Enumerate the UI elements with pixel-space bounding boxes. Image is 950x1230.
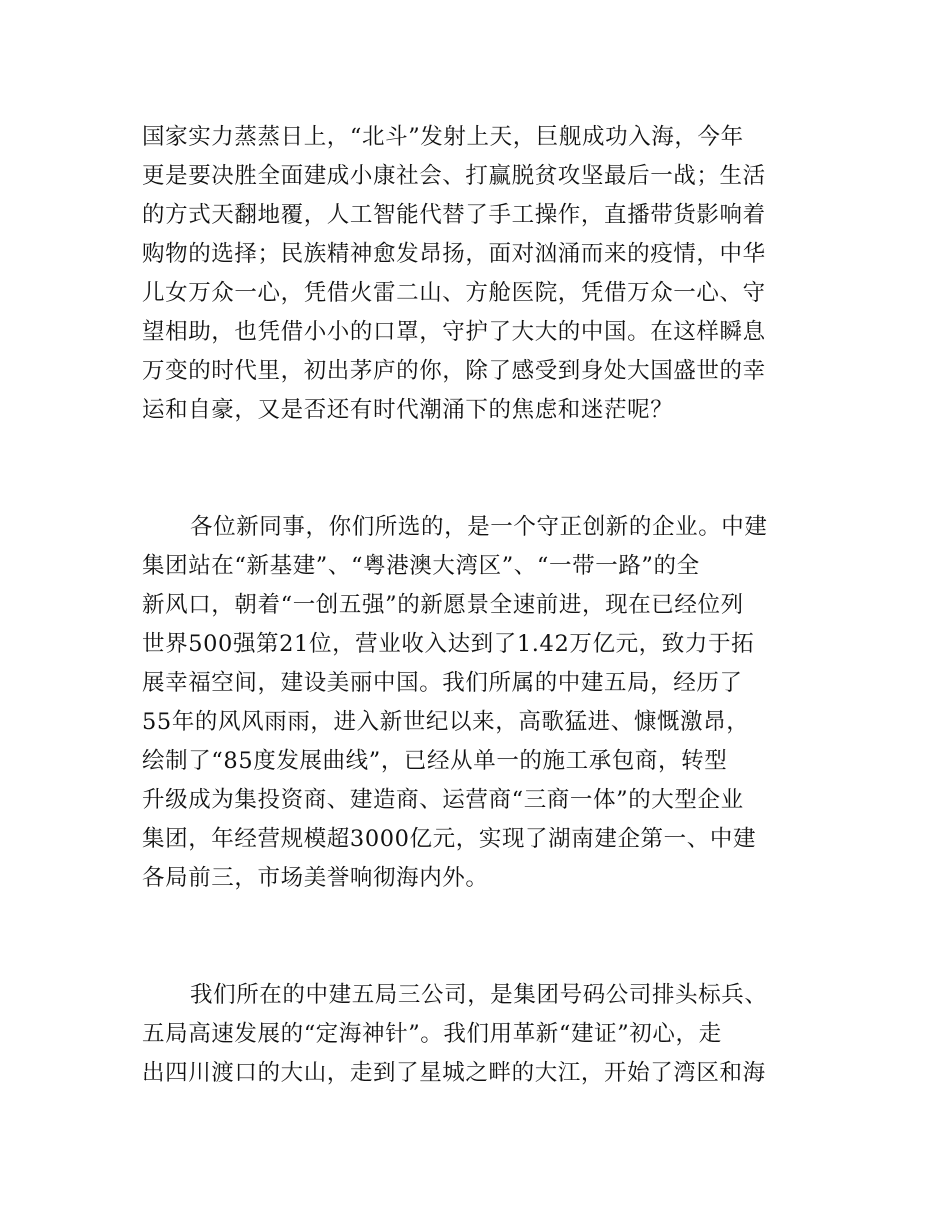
text-line: 集团站在“新基建”、“粤港澳大湾区”、“一带一路”的全 xyxy=(142,553,700,579)
text-line: 升级成为集投资商、建造商、运营商“三商一体”的大型企业 xyxy=(142,787,744,813)
text-line: 万变的时代里，初出茅庐的你，除了感受到身处大国盛世的幸 xyxy=(142,358,766,384)
text-line: 各局前三，市场美誉响彻海内外。 xyxy=(142,865,489,891)
text-line: 55年的风风雨雨，进入新世纪以来，高歌猛进、慷慨激昂， xyxy=(142,709,750,735)
text-line: 展幸福空间，建设美丽中国。我们所属的中建五局，经历了 xyxy=(142,670,743,696)
text-line: 我们所在的中建五局三公司，是集团号码公司排头标兵、 xyxy=(190,982,768,1008)
paragraph-1 xyxy=(142,118,822,430)
text-line: 五局高速发展的“定海神针”。我们用革新“建证”初心，走 xyxy=(142,1021,722,1047)
text-line: 新风口，朝着“一创五强”的新愿景全速前进，现在已经位列 xyxy=(142,592,744,618)
text-line: 儿女万众一心，凭借火雷二山、方舱医院，凭借万众一心、守 xyxy=(142,280,766,306)
text-line: 更是要决胜全面建成小康社会、打赢脱贫攻坚最后一战；生活 xyxy=(142,163,766,189)
text-line: 出四川渡口的大山，走到了星城之畔的大江，开始了湾区和海 xyxy=(142,1060,766,1086)
paragraph-2 xyxy=(142,508,822,898)
text-line: 集团，年经营规模超3000亿元，实现了湖南建企第一、中建 xyxy=(142,826,757,852)
text-line: 的方式天翻地覆，人工智能代替了手工操作，直播带货影响着 xyxy=(142,202,766,228)
text-line: 国家实力蒸蒸日上，“北斗”发射上天，巨舰成功入海，今年 xyxy=(142,124,744,150)
text-line: 各位新同事，你们所选的，是一个守正创新的企业。中建 xyxy=(190,514,768,540)
text-line: 运和自豪，又是否还有时代潮涌下的焦虑和迷茫呢？ xyxy=(142,397,674,423)
paragraph-3 xyxy=(142,976,822,1093)
text-line: 绘制了“85度发展曲线”，已经从单一的施工承包商，转型 xyxy=(142,748,728,774)
text-line: 望相助，也凭借小小的口罩，守护了大大的中国。在这样瞬息 xyxy=(142,319,766,345)
text-line: 世界500强第21位，营业收入达到了1.42万亿元，致力于拓 xyxy=(142,631,755,657)
text-line: 购物的选择；民族精神愈发昂扬，面对汹涌而来的疫情，中华 xyxy=(142,241,766,267)
